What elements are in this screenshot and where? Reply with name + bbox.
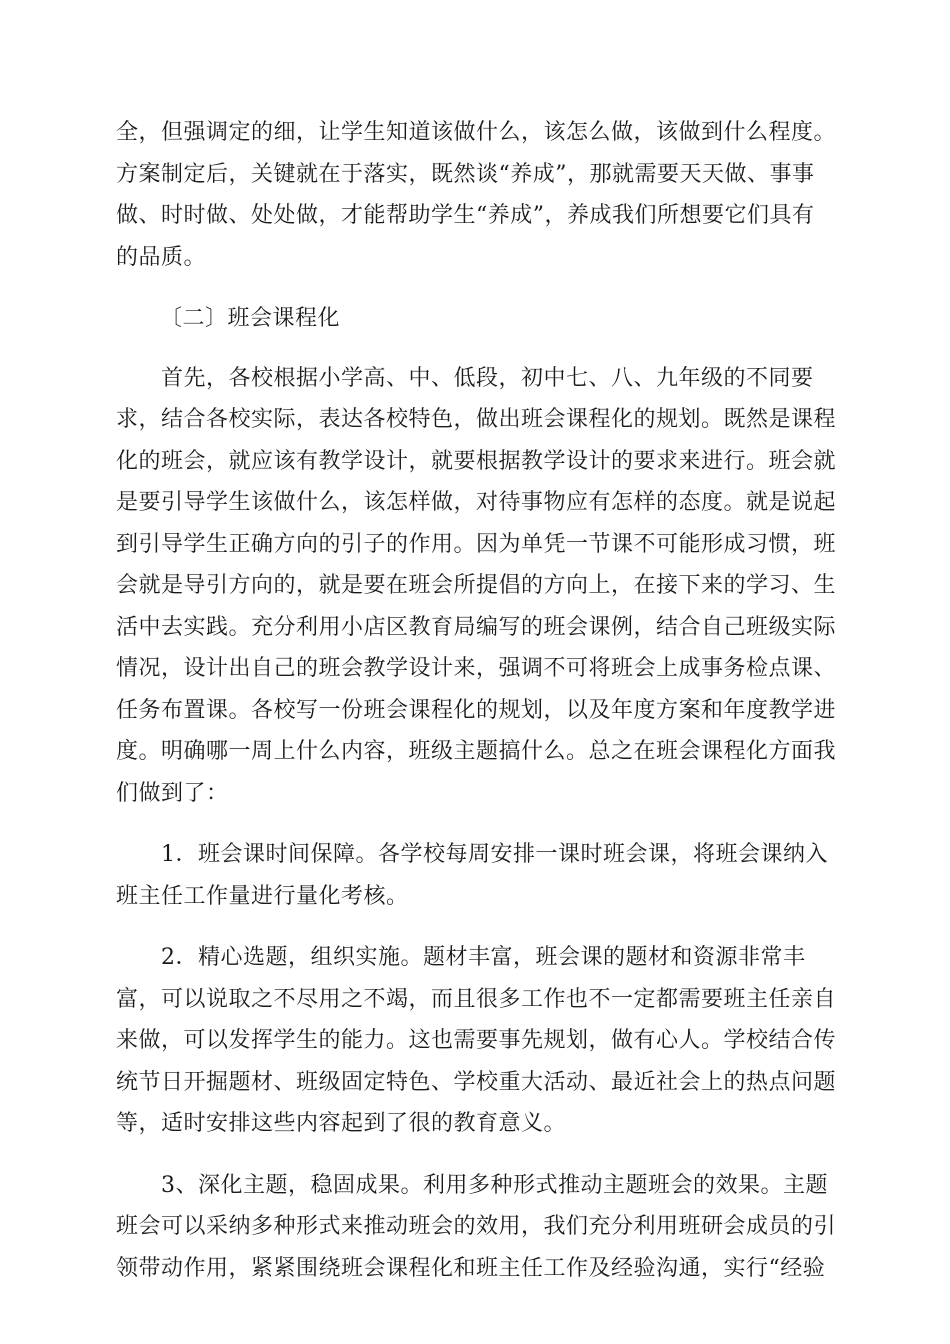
text-line: 领带动作用，紧紧围绕班会课程化和班主任工作及经验沟通，实行“经验 (116, 1255, 826, 1281)
text-line: 活中去实践。充分利用小店区教育局编写的班会课例，结合自己班级实际 (116, 614, 837, 640)
text-line: 班会可以采纳多种形式来推动班会的效用，我们充分利用班研会成员的引 (116, 1214, 837, 1239)
text-line: 等，适时安排这些内容起到了很的教育意义。 (116, 1111, 567, 1136)
section-heading: 〔二〕班会课程化 (160, 306, 341, 331)
text-line: 任务布置课。各校写一份班会课程化的规划，以及年度方案和年度教学进 (116, 697, 837, 723)
text-line: 到引导学生正确方向的引子的作用。因为单凭一节课不可能形成习惯，班 (116, 531, 837, 557)
paragraph-5 (116, 1165, 836, 1290)
text-line: 化的班会，就应该有教学设计，就要根据教学设计的要求来进行。班会就 (116, 448, 837, 474)
paragraph-2 (116, 358, 836, 815)
text-line: 班主任工作量进行量化考核。 (116, 883, 409, 909)
text-line: 2．精心选题，组织实施。题材丰富，班会课的题材和资源非常丰 (116, 945, 806, 970)
text-line: 是要引导学生该做什么，该怎样做，对待事物应有怎样的态度。就是说起 (116, 490, 837, 515)
text-line: 度。明确哪一周上什么内容，班级主题搞什么。总之在班会课程化方面我 (116, 739, 837, 764)
paragraph-spacer (116, 1145, 836, 1165)
text-line: 1．班会课时间保障。各学校每周安排一课时班会课，将班会课纳入 (116, 842, 828, 867)
document-page (116, 112, 836, 1289)
text-line: 来做，可以发挥学生的能力。这也需要事先规划，做有心人。学校结合传 (116, 1028, 837, 1053)
paragraph-spacer (116, 917, 836, 937)
text-line: 做、时时做、处处做，才能帮助学生“养成”，养成我们所想要它们具有 (116, 203, 815, 228)
paragraph-4 (116, 937, 836, 1145)
text-line: 的品质。 (116, 244, 207, 270)
paragraph-spacer (116, 814, 836, 834)
text-line: 3、深化主题，稳固成果。利用多种形式推动主题班会的效果。主题 (116, 1172, 828, 1198)
text-line: 统节日开掘题材、班级固定特色、学校重大活动、最近社会上的热点问题 (116, 1069, 837, 1095)
text-line: 方案制定后，关键就在于落实，既然谈“养成”，那就需要天天做、事事 (116, 161, 815, 187)
text-line: 首先，各校根据小学高、中、低段，初中七、八、九年级的不同要 (116, 365, 814, 391)
text-line: 情况，设计出自己的班会教学设计来，强调不可将班会上成事务检点课、 (116, 656, 837, 681)
paragraph-3 (116, 834, 836, 917)
paragraph-spacer (116, 278, 836, 298)
text-line: 富，可以说取之不尽用之不竭，而且很多工作也不一定都需要班主任亲自 (116, 986, 837, 1012)
text-line: 会就是导引方向的，就是要在班会所提倡的方向上，在接下来的学习、生 (116, 573, 837, 598)
paragraph-spacer (116, 340, 836, 358)
text-line: 全，但强调定的细，让学生知道该做什么，该怎么做，该做到什么程度。 (116, 120, 837, 145)
text-line: 求，结合各校实际，表达各校特色，做出班会课程化的规划。既然是课程 (116, 407, 837, 432)
paragraph-1 (116, 112, 836, 278)
text-line: 们做到了： (116, 780, 229, 806)
